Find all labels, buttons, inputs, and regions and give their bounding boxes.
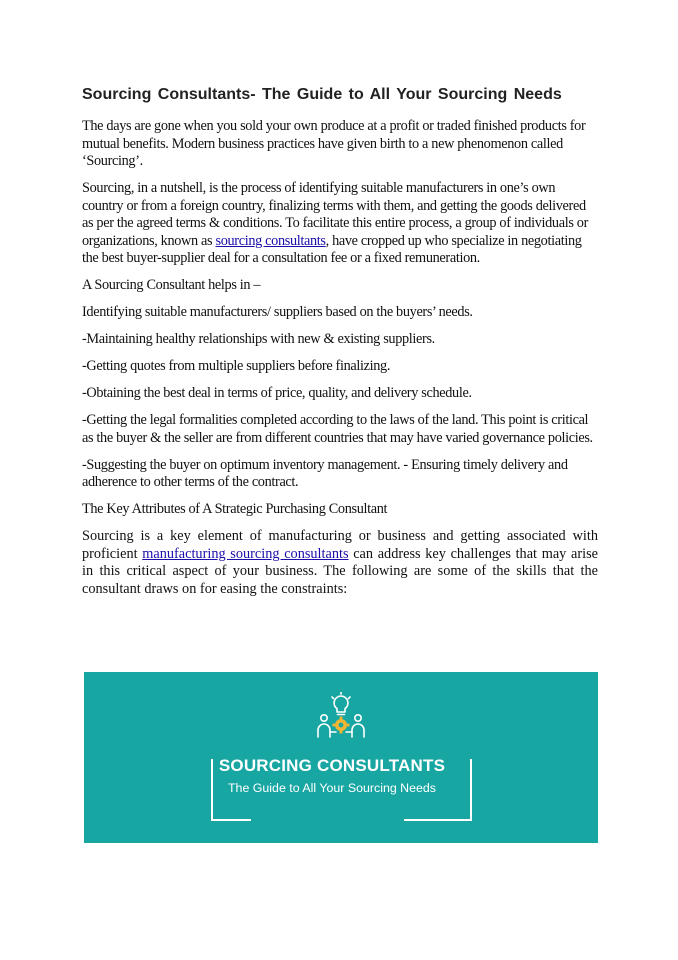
banner-subtitle: The Guide to All Your Sourcing Needs bbox=[227, 781, 437, 795]
page-title: Sourcing Consultants- The Guide to All Your Sourcing Needs bbox=[82, 86, 562, 103]
frame-bottom-right-line bbox=[404, 819, 472, 821]
definition-text-end: , have cropped up who specialize in negotiating the best buyer-supplier deal for a consultation fee or a fixed remuneration. bbox=[82, 232, 582, 266]
document-body bbox=[82, 86, 598, 608]
helps-item: -Getting quotes from multiple suppliers before finalizing. bbox=[82, 358, 391, 374]
attributes-text-end: can address key challenges that may arise in this critical aspect of your business. The following are some of the skills that the consultant draws on for easing the constraints: bbox=[82, 545, 598, 597]
attributes-heading: The Key Attributes of A Strategic Purchasing Consultant bbox=[82, 501, 388, 517]
sourcing-people-bulb-icon bbox=[314, 692, 368, 740]
definition-text-start: Sourcing, in a nutshell, is the process of identifying suitable manufacturers in one’s own country or from a foreign country, finalizing terms with them, and getting the goods delivered as per the agreed terms & conditions. To facilitate this entire process, a group of individuals or organizations, known as bbox=[82, 180, 588, 249]
sourcing-consultants-link[interactable]: sourcing consultants bbox=[215, 232, 326, 249]
manufacturing-sourcing-consultants-link[interactable]: manufacturing sourcing consultants bbox=[142, 545, 349, 562]
banner-title: SOURCING CONSULTANTS bbox=[218, 756, 446, 775]
helps-item: -Maintaining healthy relationships with new & existing suppliers. bbox=[82, 331, 435, 347]
attributes-paragraph bbox=[82, 528, 598, 598]
attributes-text-start: Sourcing is a key element of manufacturing or business and getting associated with proficient bbox=[82, 528, 598, 562]
helps-item: Identifying suitable manufacturers/ suppliers based on the buyers’ needs. bbox=[82, 304, 473, 320]
helps-item: -Obtaining the best deal in terms of price, quality, and delivery schedule. bbox=[82, 385, 472, 401]
sourcing-consultants-banner bbox=[84, 672, 598, 843]
definition-paragraph bbox=[82, 180, 598, 268]
intro-paragraph: The days are gone when you sold your own produce at a profit or traded finished products for mutual benefits. Modern business practices have given birth to a new phenomenon called ‘Sourcing’. bbox=[82, 118, 586, 169]
helps-item: -Suggesting the buyer on optimum inventory management. - Ensuring timely delivery and adherence to other terms of the contract. bbox=[82, 456, 568, 490]
helps-heading: A Sourcing Consultant helps in – bbox=[82, 277, 261, 293]
frame-bottom-left-line bbox=[211, 819, 251, 821]
helps-item: -Getting the legal formalities completed according to the laws of the land. This point is critical as the buyer & the seller are from different countries that may have varied governance policies. bbox=[82, 412, 593, 446]
